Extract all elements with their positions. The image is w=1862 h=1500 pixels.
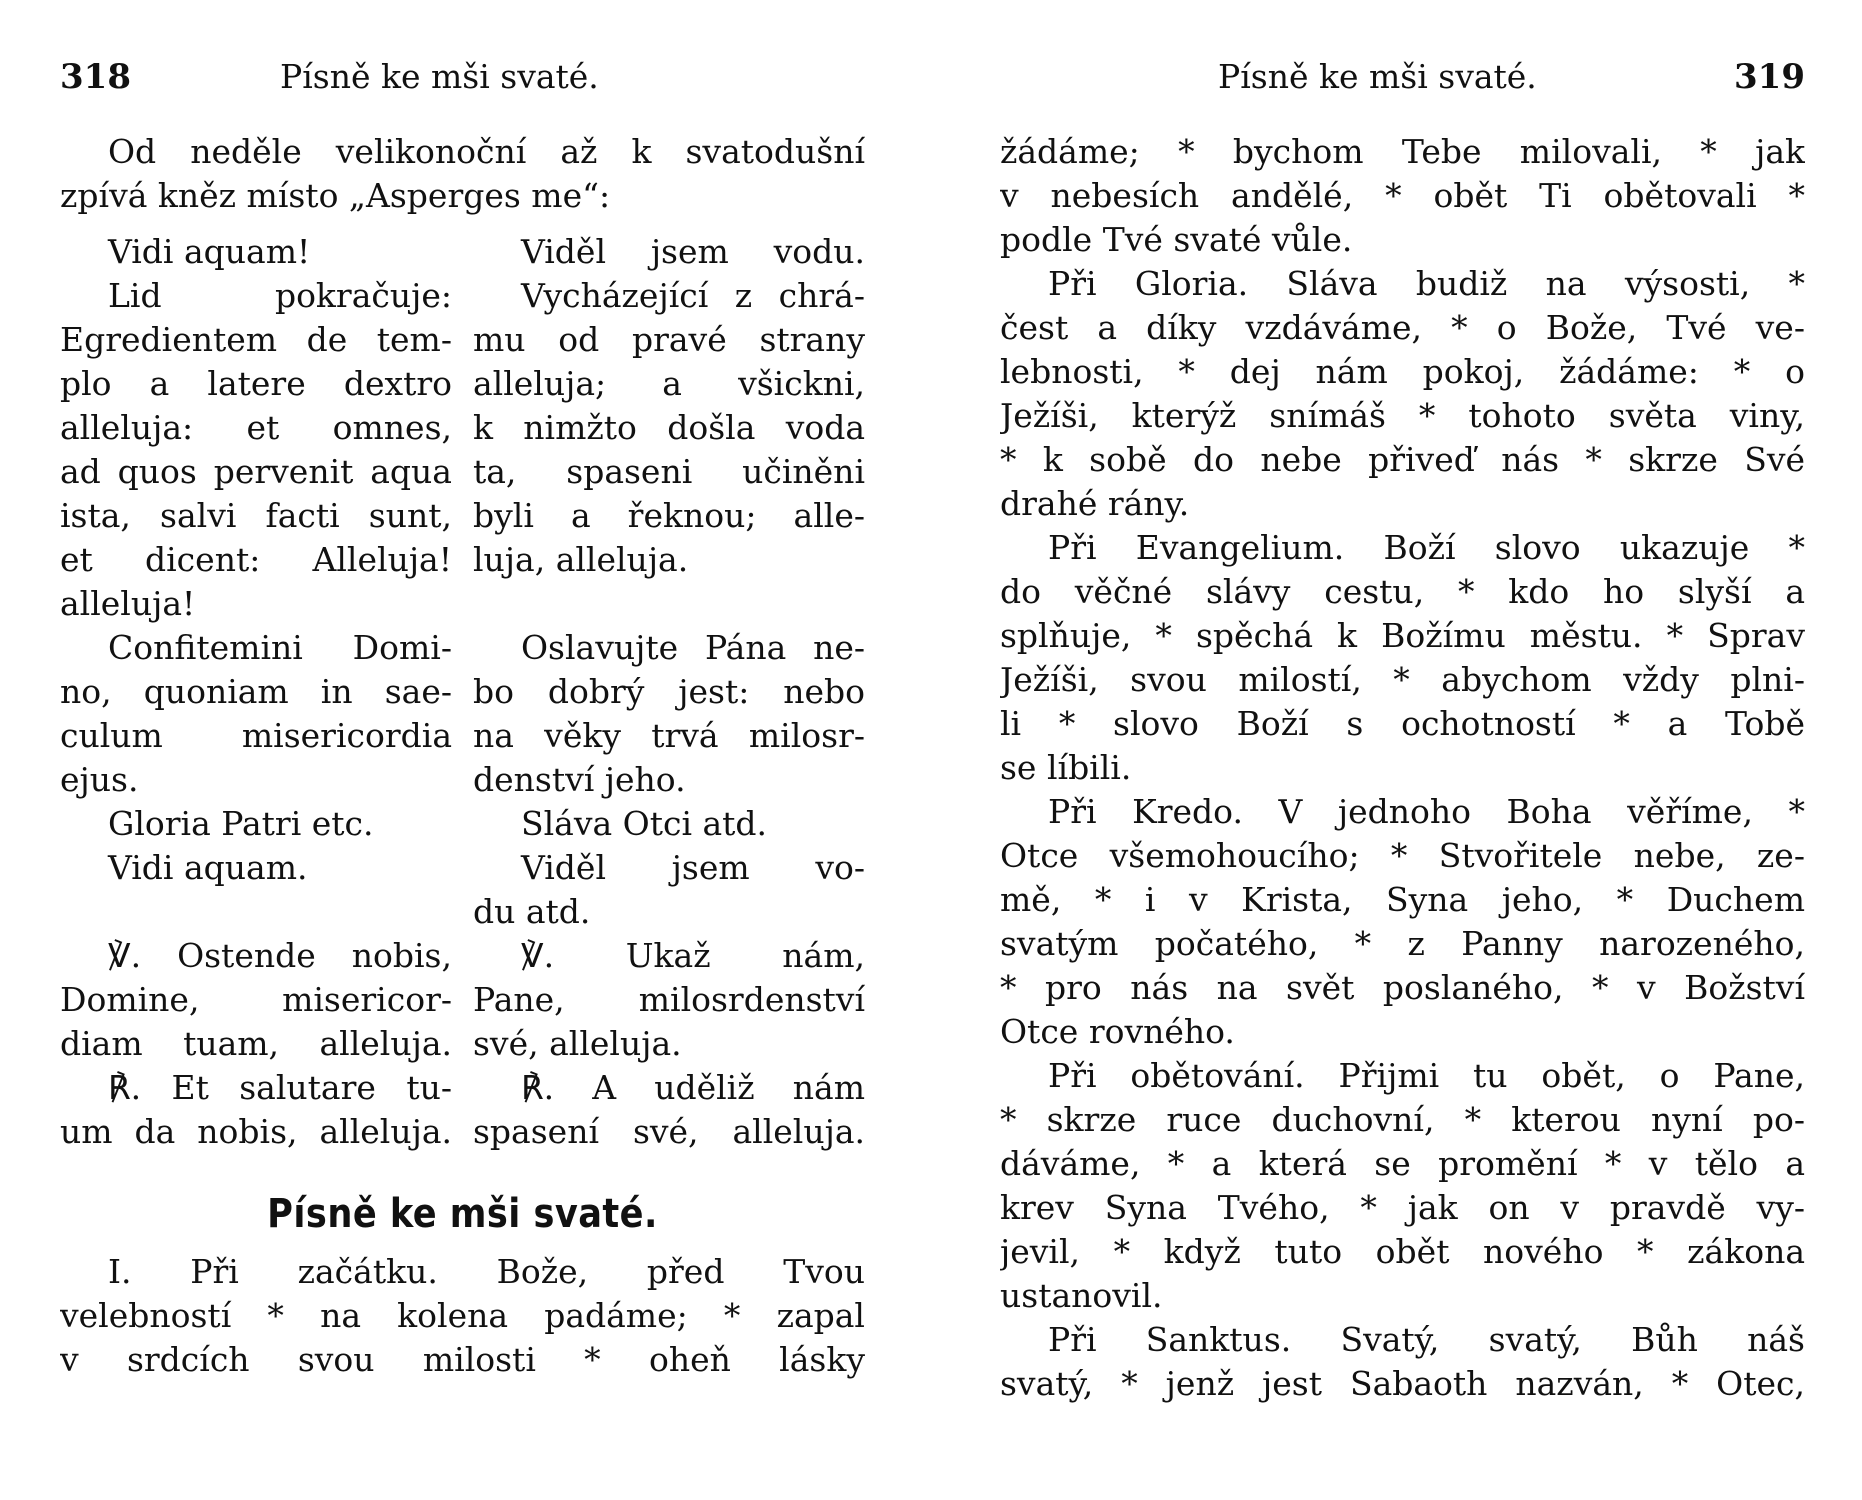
czech-line: ta, spaseni učiněni xyxy=(473,452,865,491)
text-line: svatý, * jenž jest Sabaoth nazván, * Otec, xyxy=(1000,1364,1805,1403)
czech-line: byli a řeknou; alle- xyxy=(473,496,865,535)
latin-line: alleluja: et omnes, xyxy=(60,408,452,447)
intro-line: zpívá kněz místo „Asperges me“: xyxy=(60,176,611,215)
text-line: drahé rány. xyxy=(1000,484,1190,523)
latin-line: um da nobis, alleluja. xyxy=(60,1112,452,1151)
latin-line: Confitemini Domi- xyxy=(108,628,452,667)
text-line: svatým počatého, * z Panny narozeného, xyxy=(1000,924,1805,963)
latin-line: diam tuam, alleluja. xyxy=(60,1024,452,1063)
text-line: Ježíši, svou milostí, * abychom vždy plni- xyxy=(1000,660,1805,699)
latin-line: Lid pokračuje: xyxy=(108,276,452,315)
section-heading: Písně ke mši svaté. xyxy=(267,1191,658,1237)
intro-line: Od neděle velikonoční až k svatodušní xyxy=(108,132,865,171)
right-page-body xyxy=(1000,130,1805,1406)
czech-line: na věky trvá milosr- xyxy=(473,716,865,755)
czech-line: ℣. Ukaž nám, xyxy=(521,936,865,975)
text-line: Při Sanktus. Svatý, svatý, Bůh náš xyxy=(1048,1320,1805,1359)
text-line: li * slovo Boží s ochotností * a Tobě xyxy=(1000,704,1805,743)
latin-line: Vidi aquam. xyxy=(108,848,308,887)
czech-line: Pane, milosrdenství xyxy=(473,980,865,1019)
left-running-head xyxy=(60,52,865,102)
czech-line: své, alleluja. xyxy=(473,1024,682,1063)
section-line: I. Při začátku. Bože, před Tvou xyxy=(108,1252,865,1291)
left-page xyxy=(60,0,865,1500)
latin-line: ejus. xyxy=(60,760,139,799)
text-line: v nebesích andělé, * obět Ti obětovali * xyxy=(1000,176,1805,215)
right-running-head xyxy=(1000,52,1805,102)
czech-line: Oslavujte Pána ne- xyxy=(521,628,865,667)
latin-line: ista, salvi facti sunt, xyxy=(60,496,452,535)
right-running-title: Písně ke mši svaté. xyxy=(1218,57,1537,96)
czech-line: Vycházející z chrá- xyxy=(521,276,865,315)
left-page-number: 318 xyxy=(60,57,131,97)
text-line: * k sobě do nebe přiveď nás * skrze Své xyxy=(1000,440,1805,479)
czech-line: du atd. xyxy=(473,892,591,931)
latin-line: Domine, misericor- xyxy=(60,980,452,1019)
latin-line: culum misericordia xyxy=(60,716,452,755)
left-running-title: Písně ke mši svaté. xyxy=(280,57,599,96)
text-line: Otce všemohoucího; * Stvořitele nebe, ze- xyxy=(1000,836,1805,875)
text-line: lebnosti, * dej nám pokoj, žádáme: * o xyxy=(1000,352,1805,391)
right-page xyxy=(1000,0,1805,1500)
czech-line: bo dobrý jest: nebo xyxy=(473,672,865,711)
text-line: do věčné slávy cestu, * kdo ho slyší a xyxy=(1000,572,1805,611)
czech-line: spasení své, alleluja. xyxy=(473,1112,865,1151)
text-line: Při Evangelium. Boží slovo ukazuje * xyxy=(1048,528,1805,567)
section-paragraph xyxy=(60,1250,865,1382)
latin-line: no, quoniam in sae- xyxy=(60,672,452,711)
left-page-body xyxy=(60,130,865,1382)
czech-line: alleluja; a všickni, xyxy=(473,364,865,403)
latin-line: ad quos pervenit aqua xyxy=(60,452,452,491)
latin-column xyxy=(60,230,452,1154)
latin-line: plo a latere dextro xyxy=(60,364,452,403)
text-line: Při Kredo. V jednoho Boha věříme, * xyxy=(1048,792,1805,831)
latin-line: ℟. Et salutare tu- xyxy=(108,1068,452,1107)
czech-line: denství jeho. xyxy=(473,760,686,799)
latin-line: Egredientem de tem- xyxy=(60,320,452,359)
intro-paragraph xyxy=(60,130,865,218)
czech-line xyxy=(473,582,865,626)
czech-line: ℟. A uděliž nám xyxy=(521,1068,865,1107)
text-line: * pro nás na svět poslaného, * v Božství xyxy=(1000,968,1805,1007)
section-line: velebností * na kolena padáme; * zapal xyxy=(60,1296,865,1335)
text-line: čest a díky vzdáváme, * o Bože, Tvé ve- xyxy=(1000,308,1805,347)
text-line: * skrze ruce duchovní, * kterou nyní po- xyxy=(1000,1100,1805,1139)
text-line: Při obětování. Přijmi tu obět, o Pane, xyxy=(1048,1056,1805,1095)
text-line: Ježíši, kterýž snímáš * tohoto světa viny, xyxy=(1000,396,1805,435)
text-line: jevil, * když tuto obět nového * zákona xyxy=(1000,1232,1805,1271)
latin-line: alleluja! xyxy=(60,584,196,623)
czech-line: luja, alleluja. xyxy=(473,540,689,579)
latin-line xyxy=(60,890,452,934)
text-line: dáváme, * a která se promění * v tělo a xyxy=(1000,1144,1805,1183)
czech-line: mu od pravé strany xyxy=(473,320,865,359)
text-line: splňuje, * spěchá k Božímu městu. * Sprav xyxy=(1000,616,1805,655)
text-line: žádáme; * bychom Tebe milovali, * jak xyxy=(1000,132,1805,171)
text-line: mě, * i v Krista, Syna jeho, * Duchem xyxy=(1000,880,1805,919)
czech-line: Viděl jsem vodu. xyxy=(521,232,865,271)
latin-line: Vidi aquam! xyxy=(108,232,311,271)
text-line: krev Syna Tvého, * jak on v pravdě vy- xyxy=(1000,1188,1805,1227)
right-page-number: 319 xyxy=(1734,57,1805,97)
text-line: Otce rovného. xyxy=(1000,1012,1235,1051)
latin-line: ℣. Ostende nobis, xyxy=(108,936,452,975)
czech-line: k nimžto došla voda xyxy=(473,408,865,447)
text-line: se líbili. xyxy=(1000,748,1132,787)
czech-column xyxy=(473,230,865,1154)
text-line: podle Tvé svaté vůle. xyxy=(1000,220,1353,259)
czech-line: Viděl jsem vo- xyxy=(521,848,865,887)
section-line: v srdcích svou milosti * oheň lásky xyxy=(60,1340,865,1379)
czech-line: Sláva Otci atd. xyxy=(521,804,768,843)
text-line: ustanovil. xyxy=(1000,1276,1163,1315)
text-line: Při Gloria. Sláva budiž na výsosti, * xyxy=(1048,264,1805,303)
latin-line: Gloria Patri etc. xyxy=(108,804,374,843)
latin-line: et dicent: Alleluja! xyxy=(60,540,452,579)
parallel-columns xyxy=(60,230,865,1154)
